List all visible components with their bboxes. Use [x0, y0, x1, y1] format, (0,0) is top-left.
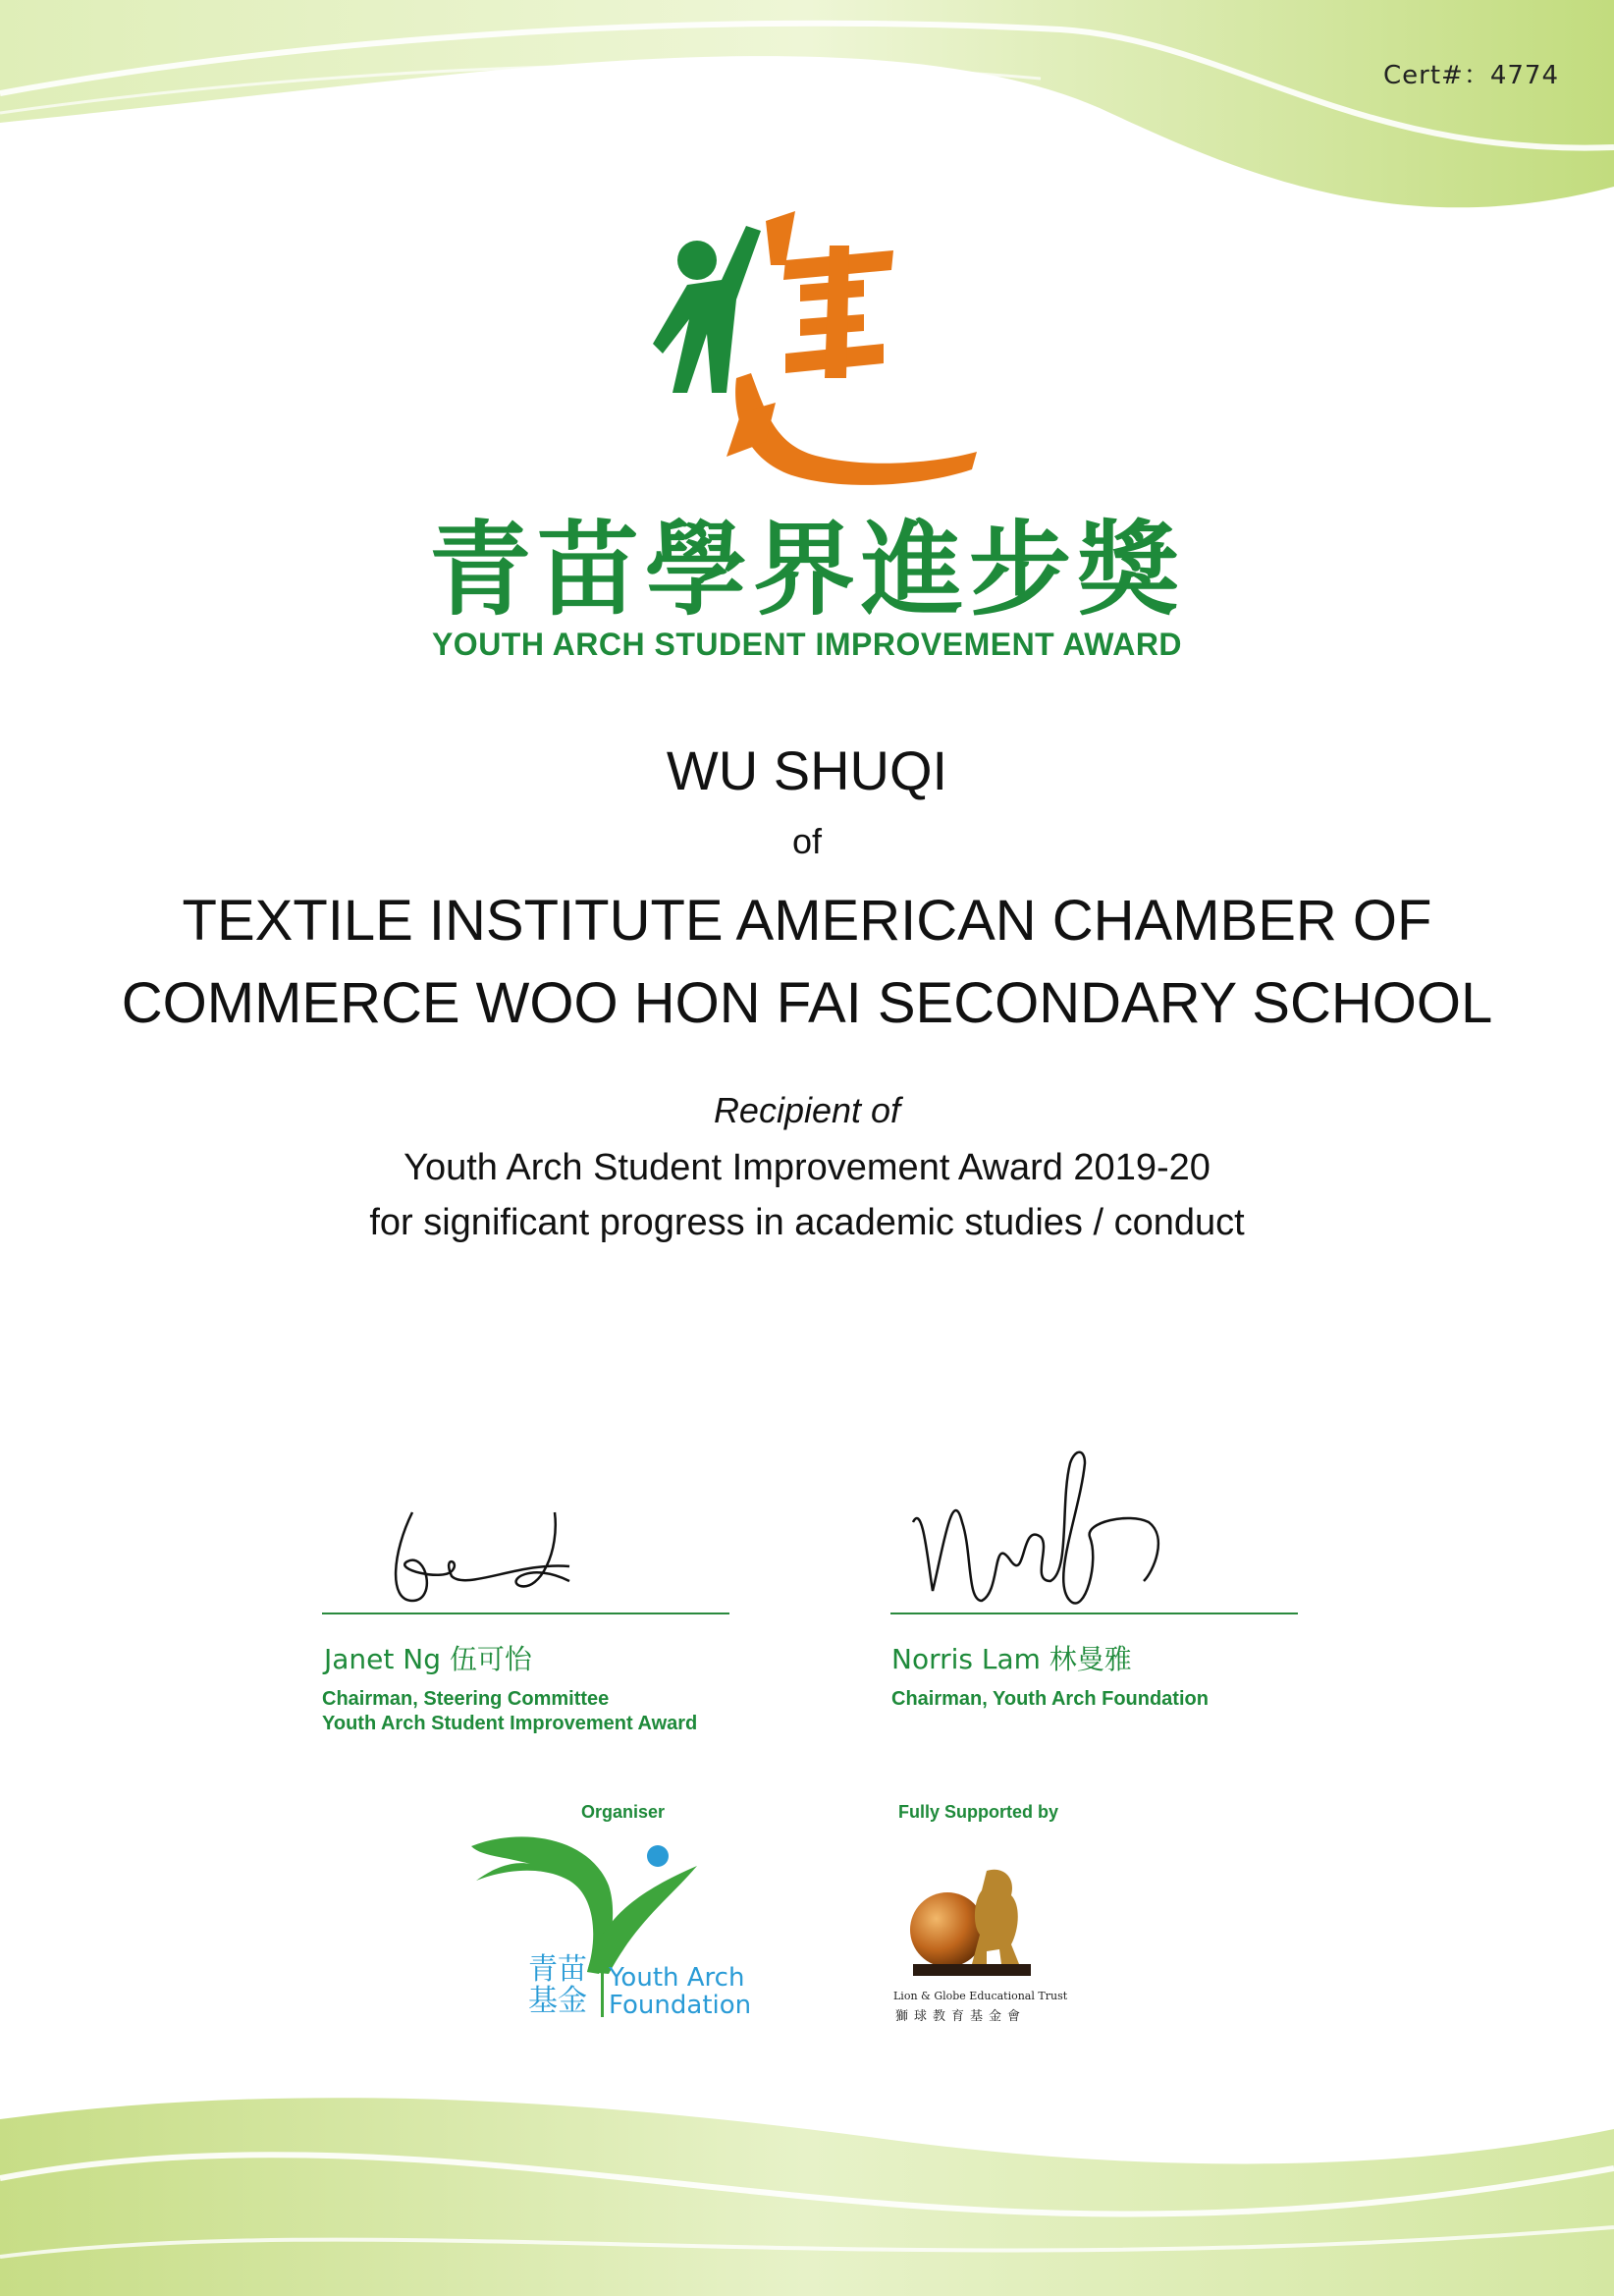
award-title-chinese: 青苗學界進步獎	[428, 510, 1185, 629]
organiser-logo-en-line-2: Foundation	[609, 1991, 752, 2020]
recipient-name: WU SHUQI	[666, 739, 948, 801]
signatory-2-title	[891, 1687, 1209, 1712]
certificate-number: Cert#：4774	[1383, 61, 1559, 90]
signature-janet-ng	[383, 1493, 599, 1611]
lion-globe-icon	[903, 1861, 1041, 1984]
organiser-logo-en-line-1: Youth Arch	[609, 1963, 745, 1993]
signature-norris-lam	[903, 1444, 1178, 1630]
signature-line-1	[322, 1613, 729, 1614]
school-name	[0, 880, 1614, 1045]
organiser-label: Organiser	[581, 1802, 666, 1822]
bottom-wave-decoration	[0, 2060, 1614, 2296]
award-title-english: YOUTH ARCH STUDENT IMPROVEMENT AWARD	[431, 627, 1183, 662]
organiser-logo-divider	[601, 1958, 604, 2017]
organiser-logo-zh-line-1: 青苗	[528, 1952, 587, 1987]
award-reason: for significant progress in academic studies / conduct	[369, 1202, 1245, 1243]
top-wave-decoration	[0, 0, 1614, 236]
signatory-1-title	[322, 1687, 697, 1736]
recipient-of-text: Recipient of	[713, 1090, 901, 1130]
progress-character-logo-icon	[628, 206, 982, 501]
school-name-line-1: TEXTILE INSTITUTE AMERICAN CHAMBER OF	[182, 889, 1432, 953]
supporter-logo-english: Lion & Globe Educational Trust	[893, 1990, 1068, 2002]
organiser-logo-zh-line-2: 基金	[528, 1984, 587, 2018]
signatory-1-name: Janet Ng 伍可怡	[324, 1643, 532, 1675]
signatory-1-title-line-2: Youth Arch Student Improvement Award	[322, 1713, 698, 1734]
of-text: of	[791, 821, 823, 861]
signatory-2-title-line-1: Chairman, Youth Arch Foundation	[891, 1688, 1209, 1710]
signatory-1-title-line-1: Chairman, Steering Committee	[322, 1688, 610, 1710]
organiser-logo-chinese	[528, 1954, 587, 2017]
supporter-label: Fully Supported by	[898, 1802, 1059, 1822]
organiser-logo-english	[609, 1964, 751, 2019]
school-name-line-2: COMMERCE WOO HON FAI SECONDARY SCHOOL	[121, 971, 1493, 1035]
signature-line-2	[890, 1613, 1298, 1614]
award-line: Youth Arch Student Improvement Award 2019-20	[404, 1147, 1210, 1188]
signatory-2-name: Norris Lam 林曼雅	[891, 1643, 1132, 1675]
supporter-logo-chinese: 獅球教育基金會	[895, 2009, 1027, 2024]
